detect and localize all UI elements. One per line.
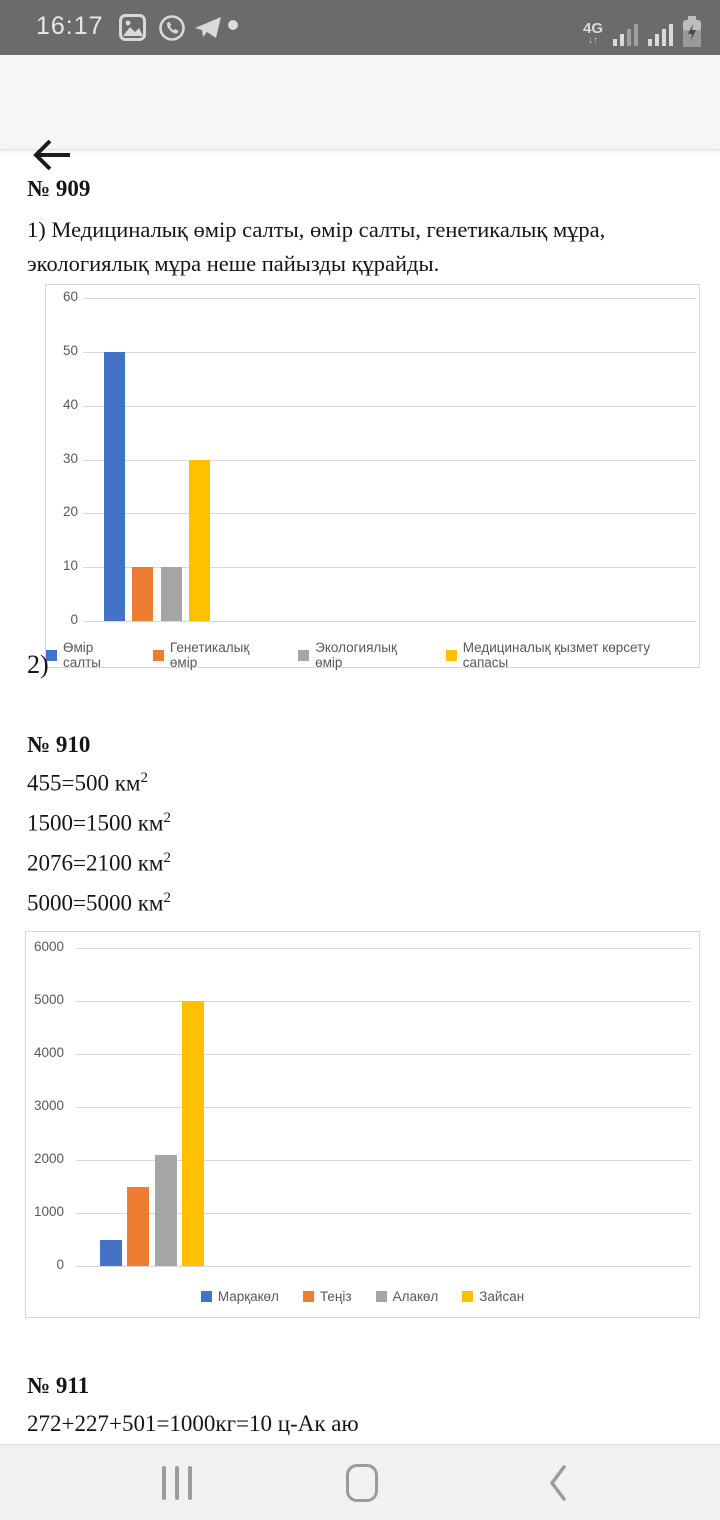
equation-text: 1500=1500 км: [27, 810, 164, 836]
chart-909: [45, 284, 700, 668]
navigation-bar: [0, 1444, 720, 1520]
chart-bar-Алакөл: [155, 1155, 177, 1266]
legend-label: Генетикалық өмір: [169, 640, 250, 670]
equation-sup: 2: [163, 810, 171, 826]
clock: 16:17: [36, 12, 104, 40]
recents-icon: [162, 1466, 192, 1500]
y-axis-tick: 0: [56, 1257, 64, 1272]
legend-item: [153, 640, 280, 670]
chart-bar-Экологиялық өмір: [161, 567, 182, 621]
legend-label: Өмір салты: [62, 640, 102, 670]
equation-text: 5000=5000 км: [27, 890, 164, 916]
y-axis-tick: 1000: [33, 1204, 64, 1219]
equation-row: [27, 850, 171, 877]
legend-item: [298, 640, 428, 670]
legend-swatch-icon: [201, 1291, 212, 1302]
signal-icon: [647, 22, 673, 48]
legend-item: [462, 1289, 524, 1304]
gridline: [76, 1054, 691, 1055]
gridline: [83, 298, 696, 299]
legend-label: Экологиялық өмір: [315, 640, 397, 670]
y-axis-tick: 2000: [33, 1151, 64, 1166]
equation-sup: 2: [140, 770, 148, 786]
whatsapp-icon: [158, 14, 186, 42]
gridline: [83, 352, 696, 353]
battery-charging-icon: [682, 16, 702, 48]
legend-swatch-icon: [298, 650, 309, 661]
legend-swatch-icon: [303, 1291, 314, 1302]
gridline: [83, 513, 696, 514]
equation-row: [27, 890, 171, 917]
gridline: [76, 1266, 691, 1267]
back-nav-button[interactable]: [526, 1445, 590, 1520]
gridline: [83, 406, 696, 407]
chart-910: [25, 931, 700, 1318]
chart-bar-Теңіз: [127, 1187, 149, 1267]
y-axis-tick: 0: [70, 612, 78, 627]
legend-label: Теңіз: [319, 1289, 352, 1304]
chart-bar-Медициналық қызмет көрсету сапасы: [189, 460, 210, 622]
chart-bar-Генетикалық өмір: [132, 567, 153, 621]
y-axis-tick: 6000: [33, 939, 64, 954]
equation-row: [27, 770, 148, 797]
y-axis-tick: 4000: [33, 1045, 64, 1060]
chart-bar-Өмір салты: [104, 352, 125, 621]
gridline: [83, 621, 696, 622]
legend-item: [376, 1289, 439, 1304]
equation-text: 2076=2100 км: [27, 850, 164, 876]
network-label: 4G: [582, 20, 603, 37]
section-909-title: № 909: [27, 176, 91, 201]
legend-label: Медициналық қызмет көрсету сапасы: [462, 640, 651, 670]
network-arrows: ↓↑: [587, 35, 598, 46]
equation-text: 455=500 км: [27, 770, 141, 796]
chart-legend: [46, 640, 699, 670]
section-910-title: № 910: [27, 732, 91, 757]
telegram-icon: [194, 16, 222, 40]
legend-label: Зайсан: [479, 1289, 525, 1304]
y-axis-tick: 40: [62, 396, 78, 412]
y-axis-tick: 3000: [33, 1098, 64, 1113]
section-911-title: № 911: [27, 1373, 90, 1398]
legend-item: [46, 640, 135, 670]
legend-item: [201, 1289, 279, 1304]
signal-icon: [612, 22, 638, 48]
chart-bar-Марқакөл: [100, 1240, 122, 1267]
gridline: [76, 948, 691, 949]
equation-row: [27, 810, 171, 837]
legend-label: Алакөл: [392, 1289, 439, 1304]
network-type-indicator: [583, 21, 603, 46]
legend-swatch-icon: [446, 650, 457, 661]
y-axis-tick: 5000: [33, 992, 64, 1007]
legend-label: Марқакөл: [217, 1289, 279, 1304]
y-axis-tick: 20: [62, 504, 78, 520]
back-button[interactable]: [28, 133, 76, 177]
status-bar: [0, 0, 720, 55]
legend-swatch-icon: [376, 1291, 387, 1302]
app-header: [0, 55, 720, 150]
chart-bar-Зайсан: [182, 1001, 204, 1266]
notification-dot: [228, 20, 238, 30]
status-indicators: [583, 8, 702, 48]
legend-item: [446, 640, 699, 670]
y-axis-tick: 10: [62, 558, 78, 574]
recents-button[interactable]: [145, 1445, 209, 1520]
legend-item: [303, 1289, 352, 1304]
equation-sup: 2: [163, 890, 171, 906]
gridline: [76, 1001, 691, 1002]
sub-label-2: 2): [27, 650, 49, 679]
legend-swatch-icon: [462, 1291, 473, 1302]
y-axis-tick: 50: [62, 342, 78, 358]
chart-legend: [26, 1289, 699, 1304]
home-button[interactable]: [330, 1445, 394, 1520]
equation-sup: 2: [163, 850, 171, 866]
gridline: [83, 460, 696, 461]
legend-swatch-icon: [153, 650, 164, 661]
y-axis-tick: 60: [62, 289, 78, 304]
section-909-question: 1) Медициналық өмір салты, өмір салты, генетикалық мұра, экологиялық мұра неше пайызды құрайды.: [27, 217, 606, 276]
home-icon: [346, 1464, 378, 1502]
y-axis-tick: 30: [62, 450, 78, 466]
section-911-line: 272+227+501=1000кг=10 ц-Ак аю: [27, 1411, 359, 1436]
gridline: [76, 1107, 691, 1108]
back-chevron-icon: [549, 1464, 567, 1502]
gallery-icon: [119, 14, 146, 41]
